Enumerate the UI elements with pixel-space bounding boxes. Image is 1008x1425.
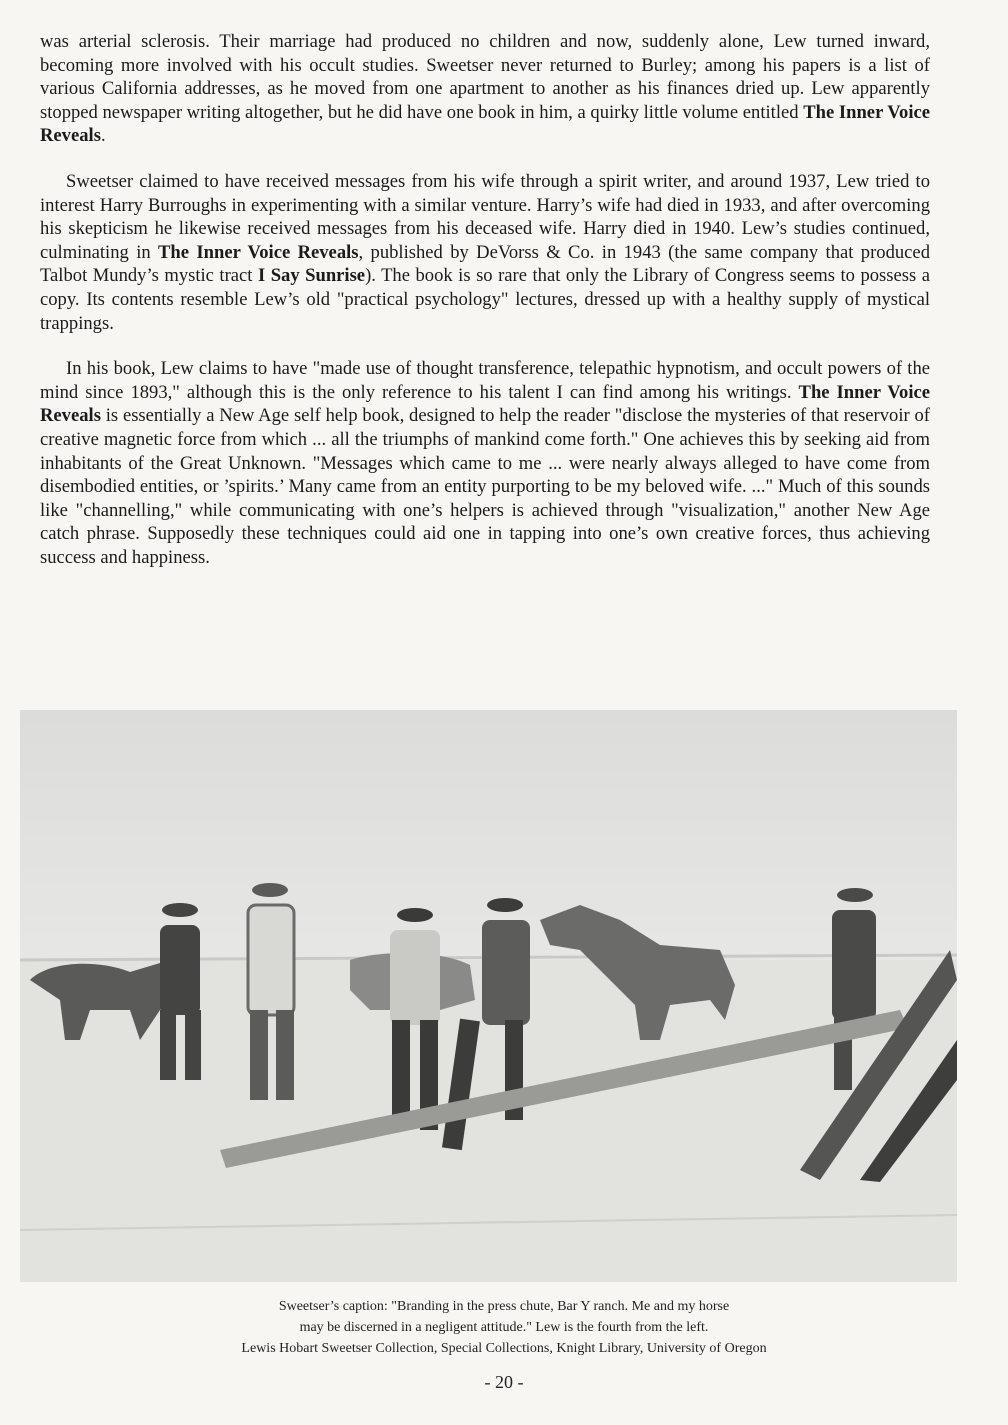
book-title: The Inner Voice Reveals bbox=[40, 381, 930, 427]
page-number: - 20 - bbox=[484, 1372, 524, 1392]
paragraph-3 bbox=[40, 357, 930, 569]
caption-line-1: Sweetser’s caption: "Branding in the press chute, Bar Y ranch. Me and my horse bbox=[278, 1299, 730, 1314]
paragraph-text: is essentially a New Age self help book, designed to help the reader "disclose the mysteries of that reservoir of creative magnetic force from which ... all the triumphs of mankind come forth." One achieves this by seeking aid from inhabitants of the Great Unknown. "Messages which came to me ... were nearly always alleged to have come from disembodied entities, or ’spirits.’ Many came from an entity purporting to be my beloved wife. ..." Much of this sounds like "channelling," while communicating with one’s helpers is achieved through "visualization," another New Age catch phrase. Supposedly these techniques could aid one in tapping into one’s own creative forces, thus achieving success and happiness. bbox=[40, 405, 930, 568]
paragraph-text: ). The book is so rare that only the Library of Congress seems to possess a copy. Its contents resemble Lew’s old "practical psychology" lectures, dressed up with a healthy supply of mystical trappings. bbox=[40, 265, 931, 334]
book-title: The Inner Voice Reveals bbox=[40, 101, 930, 147]
paragraph-2 bbox=[40, 170, 930, 335]
book-title: The Inner Voice Reveals bbox=[158, 241, 359, 263]
page-body bbox=[40, 30, 930, 591]
ranch-photograph bbox=[20, 710, 957, 1282]
paragraph-text: Sweetser claimed to have received messages from his wife through a spirit writer, and around 1937, Lew tried to interest Harry Burroughs in experimenting with a similar venture. Harry’s wife had died in 1933, and after overcoming his skepticism he likewise received messages from his deceased wife. Harry died in 1940. Lew’s studies continued, culminating in bbox=[40, 170, 930, 263]
book-title: I Say Sunrise bbox=[257, 265, 366, 287]
paragraph-1 bbox=[40, 30, 930, 148]
paragraph-text: In his book, Lew claims to have "made use of thought transference, telepathic hypnotism, and occult powers of the mind since 1893," although this is the only reference to his talent I can find among his writings. bbox=[40, 358, 930, 403]
paragraph-text: , published by DeVorss & Co. in 1943 (the same company that produced Talbot Mundy’s mystic tract bbox=[40, 241, 930, 287]
caption-credit: Lewis Hobart Sweetser Collection, Special Collections, Knight Library, University of Oregon bbox=[241, 1341, 767, 1356]
paragraph-text: was arterial sclerosis. Their marriage had produced no children and now, suddenly alone, Lew turned inward, becoming more involved with his occult studies. Sweetser never returned to Burley; among his papers is a list of various California addresses, as he moved from one apartment to another as his finances dried up. Lew apparently stopped newspaper writing altogether, but he did have one book in him, a quirky little volume entitled bbox=[40, 31, 930, 123]
caption-line-2: may be discerned in a negligent attitude." Lew is the fourth from the left. bbox=[299, 1320, 709, 1335]
paragraph-text: . bbox=[100, 125, 106, 147]
photo-caption bbox=[0, 1296, 1008, 1359]
